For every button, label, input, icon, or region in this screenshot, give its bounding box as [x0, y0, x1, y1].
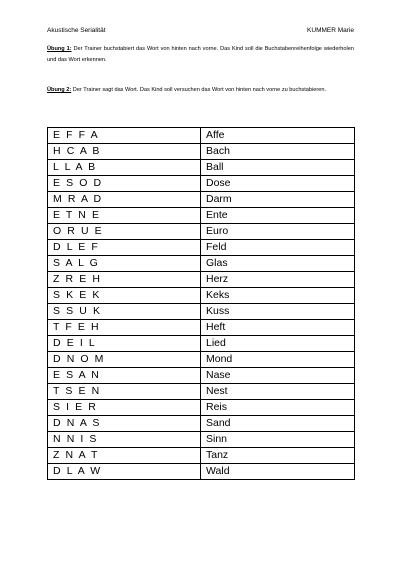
word-cell: Bach [201, 144, 355, 160]
table-row [48, 304, 355, 320]
reversed-letters-cell: D L A W [48, 464, 201, 480]
word-cell: Euro [201, 224, 355, 240]
word-cell: Dose [201, 176, 355, 192]
table-row [48, 208, 355, 224]
exercise-1-label: Übung 1: [47, 46, 72, 52]
table-row [48, 176, 355, 192]
reversed-letters-cell: T S E N [48, 384, 201, 400]
exercise-2-text: Der Trainer sagt das Wort. Das Kind soll versuchen das Wort von hinten nach vorne zu buchstabieren. [71, 87, 326, 93]
word-cell: Wald [201, 464, 355, 480]
table-row [48, 192, 355, 208]
reversed-letters-cell: T F E H [48, 320, 201, 336]
table-row [48, 352, 355, 368]
table-row [48, 464, 355, 480]
reversed-letters-cell: E T N E [48, 208, 201, 224]
word-cell: Nest [201, 384, 355, 400]
reversed-letters-cell: E S O D [48, 176, 201, 192]
reversed-letters-cell: D L E F [48, 240, 201, 256]
word-cell: Feld [201, 240, 355, 256]
table-row [48, 432, 355, 448]
exercise-2-label: Übung 2: [47, 87, 72, 93]
word-cell: Darm [201, 192, 355, 208]
table-row [48, 128, 355, 144]
reversed-letters-cell: N N I S [48, 432, 201, 448]
table-row [48, 144, 355, 160]
table-row [48, 384, 355, 400]
reversed-letters-cell: S K E K [48, 288, 201, 304]
exercise-1-text: Der Trainer buchstabiert das Wort von hinten nach vorne. Das Kind soll die Buchstabenreihenfolge wiederholen und das Wort erkennen. [47, 46, 354, 63]
word-cell: Lied [201, 336, 355, 352]
exercise-2-instructions [47, 85, 354, 96]
table-row [48, 160, 355, 176]
word-cell: Keks [201, 288, 355, 304]
reversed-letters-cell: O R U E [48, 224, 201, 240]
word-cell: Sinn [201, 432, 355, 448]
reversed-letters-cell: Z N A T [48, 448, 201, 464]
reversed-letters-cell: S I E R [48, 400, 201, 416]
word-cell: Sand [201, 416, 355, 432]
word-table-body [48, 128, 355, 480]
reversed-letters-cell: D E I L [48, 336, 201, 352]
reversed-letters-cell: D N O M [48, 352, 201, 368]
word-cell: Mond [201, 352, 355, 368]
reversed-letters-cell: S S U K [48, 304, 201, 320]
table-row [48, 416, 355, 432]
word-cell: Ball [201, 160, 355, 176]
word-cell: Kuss [201, 304, 355, 320]
table-row [48, 272, 355, 288]
word-cell: Nase [201, 368, 355, 384]
table-row [48, 288, 355, 304]
table-row [48, 400, 355, 416]
reversed-letters-cell: D N A S [48, 416, 201, 432]
exercise-1-instructions [47, 44, 354, 66]
reversed-letters-cell: E F F A [48, 128, 201, 144]
header-title: Akustische Serialität [47, 27, 106, 34]
table-row [48, 336, 355, 352]
word-cell: Glas [201, 256, 355, 272]
header-author: KUMMER Marie [307, 27, 354, 34]
reversed-letters-cell: H C A B [48, 144, 201, 160]
table-row [48, 368, 355, 384]
reversed-letters-cell: Z R E H [48, 272, 201, 288]
word-cell: Heft [201, 320, 355, 336]
table-row [48, 448, 355, 464]
word-cell: Ente [201, 208, 355, 224]
reversed-letters-cell: L L A B [48, 160, 201, 176]
table-row [48, 240, 355, 256]
word-cell: Reis [201, 400, 355, 416]
table-row [48, 320, 355, 336]
reversed-letters-cell: M R A D [48, 192, 201, 208]
table-row [48, 256, 355, 272]
word-table [47, 127, 355, 480]
word-cell: Affe [201, 128, 355, 144]
word-cell: Herz [201, 272, 355, 288]
page-header [47, 27, 354, 34]
table-row [48, 224, 355, 240]
word-cell: Tanz [201, 448, 355, 464]
reversed-letters-cell: S A L G [48, 256, 201, 272]
reversed-letters-cell: E S A N [48, 368, 201, 384]
